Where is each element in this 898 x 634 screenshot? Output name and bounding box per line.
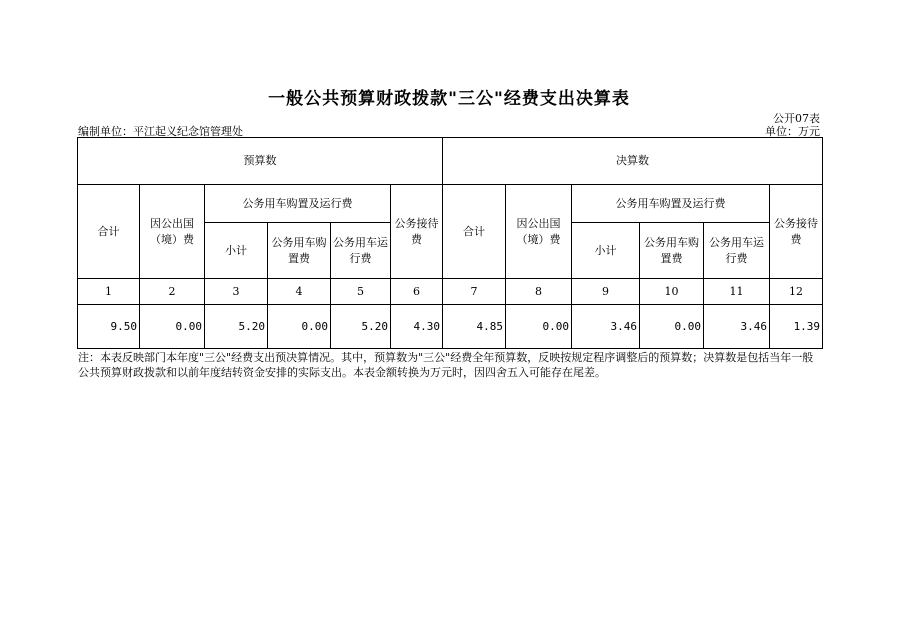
page-title: 一般公共预算财政拨款"三公"经费支出决算表 bbox=[268, 89, 630, 109]
column-number: 5 bbox=[331, 279, 391, 305]
header-reception: 公务接待费 bbox=[770, 185, 823, 279]
value-cell: 0.00 bbox=[140, 305, 205, 349]
header-total: 合计 bbox=[78, 185, 140, 279]
column-number: 11 bbox=[704, 279, 770, 305]
column-number: 10 bbox=[640, 279, 704, 305]
header-total: 合计 bbox=[443, 185, 506, 279]
column-number: 8 bbox=[506, 279, 572, 305]
header-vehicle-operation: 公务用车运行费 bbox=[331, 223, 391, 279]
column-number: 12 bbox=[770, 279, 823, 305]
header-vehicle-operation: 公务用车运行费 bbox=[704, 223, 770, 279]
footnote: 注：本表反映部门本年度"三公"经费支出预决算情况。其中，预算数为"三公"经费全年预算数，反映按规定程序调整后的预算数；决算数是包括当年一般公共预算财政拨款和以前年度结转资金安排的实际支出。本表金额转换为万元时，因四舍五入可能存在尾差。 bbox=[78, 351, 814, 379]
value-cell: 3.46 bbox=[704, 305, 770, 349]
column-number: 4 bbox=[268, 279, 331, 305]
header-vehicle-purchase: 公务用车购置费 bbox=[640, 223, 704, 279]
value-cell: 0.00 bbox=[506, 305, 572, 349]
column-number: 9 bbox=[572, 279, 640, 305]
column-number: 7 bbox=[443, 279, 506, 305]
column-number: 2 bbox=[140, 279, 205, 305]
header-abroad: 因公出国（境）费 bbox=[140, 185, 205, 279]
header-reception: 公务接待费 bbox=[391, 185, 443, 279]
value-cell: 1.39 bbox=[770, 305, 823, 349]
organization-label: 编制单位：平江起义纪念馆管理处 bbox=[78, 125, 243, 138]
value-cell: 0.00 bbox=[268, 305, 331, 349]
form-number: 公开07表 bbox=[773, 112, 820, 125]
value-cell: 9.50 bbox=[78, 305, 140, 349]
header-subtotal: 小计 bbox=[572, 223, 640, 279]
value-cell: 5.20 bbox=[205, 305, 268, 349]
column-number: 3 bbox=[205, 279, 268, 305]
value-cell: 5.20 bbox=[331, 305, 391, 349]
column-number: 1 bbox=[78, 279, 140, 305]
header-vehicle-purchase: 公务用车购置费 bbox=[268, 223, 331, 279]
header-subtotal: 小计 bbox=[205, 223, 268, 279]
value-cell: 4.30 bbox=[391, 305, 443, 349]
header-vehicle-group: 公务用车购置及运行费 bbox=[572, 185, 770, 223]
expense-table bbox=[77, 137, 823, 349]
value-cell: 4.85 bbox=[443, 305, 506, 349]
column-number-row bbox=[78, 279, 823, 305]
budget-group-header: 预算数 bbox=[78, 138, 443, 185]
header-vehicle-group: 公务用车购置及运行费 bbox=[205, 185, 391, 223]
value-cell: 3.46 bbox=[572, 305, 640, 349]
actual-group-header: 决算数 bbox=[443, 138, 823, 185]
header-abroad: 因公出国（境）费 bbox=[506, 185, 572, 279]
column-number: 6 bbox=[391, 279, 443, 305]
table-row bbox=[78, 305, 823, 349]
unit-label: 单位：万元 bbox=[765, 125, 820, 138]
value-cell: 0.00 bbox=[640, 305, 704, 349]
